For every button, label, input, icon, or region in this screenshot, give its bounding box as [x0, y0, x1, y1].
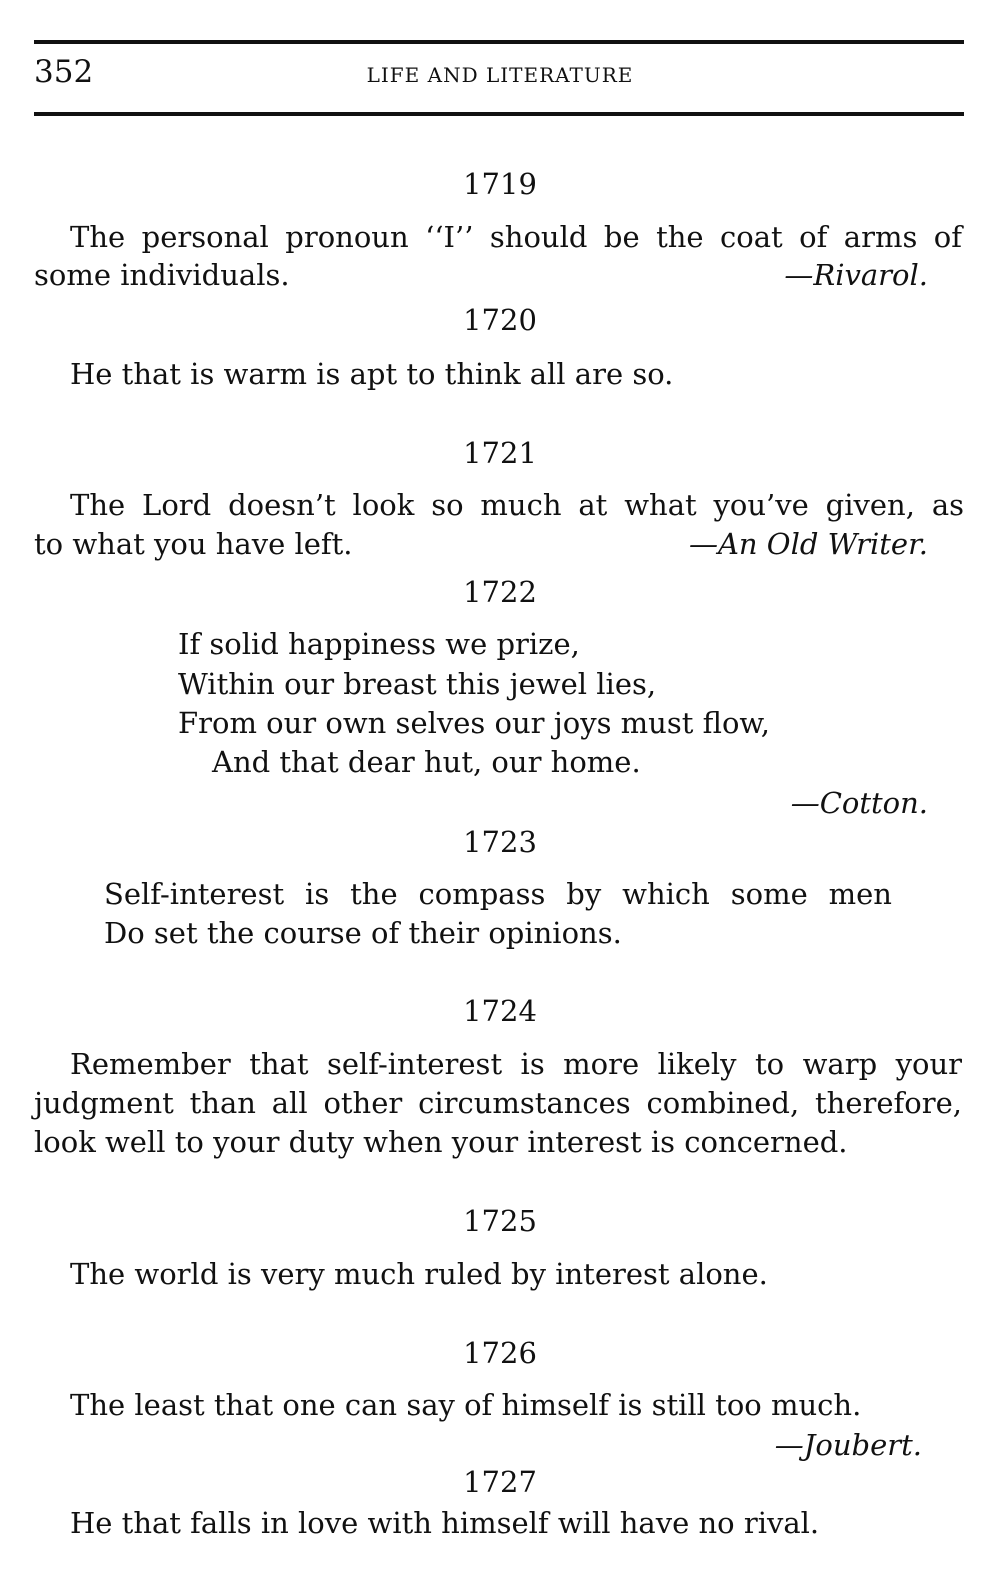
header-rule-top	[34, 40, 964, 44]
entry-number: 1721	[463, 436, 537, 470]
quote-line: The least that one can say of himself is still too much.	[70, 1388, 862, 1422]
header-rule-bottom	[34, 112, 964, 116]
running-title: LIFE AND LITERATURE	[366, 63, 634, 87]
attribution: —Rivarol.	[784, 258, 928, 292]
quote-line: The personal pronoun ‘‘I’’ should be the coat of arms of	[70, 220, 962, 254]
entry-number: 1720	[463, 303, 537, 337]
verse-line: And that dear hut, our home.	[212, 745, 641, 779]
quote-line: The world is very much ruled by interest alone.	[70, 1257, 768, 1291]
entry-number: 1722	[463, 575, 537, 609]
verse-line: Within our breast this jewel lies,	[178, 667, 657, 701]
verse-line: Self-interest is the compass by which some men	[104, 877, 892, 911]
quote-line: He that is warm is apt to think all are so.	[70, 357, 674, 391]
quote-line: look well to your duty when your interest is concerned.	[34, 1125, 848, 1159]
quote-line: judgment than all other circumstances combined, therefore,	[34, 1086, 962, 1120]
attribution: —Cotton.	[790, 786, 928, 820]
quote-line: Remember that self-interest is more likely to warp your	[70, 1047, 962, 1081]
entry-number: 1726	[463, 1336, 537, 1370]
verse-line: If solid happiness we prize,	[178, 627, 580, 661]
entry-number: 1727	[463, 1465, 537, 1499]
quote-line: He that falls in love with himself will have no rival.	[70, 1506, 820, 1540]
entry-number: 1719	[463, 167, 537, 201]
page-number: 352	[34, 54, 94, 90]
attribution: —Joubert.	[774, 1428, 922, 1462]
quote-line: some individuals.	[34, 258, 290, 292]
verse-line: Do set the course of their opinions.	[104, 916, 622, 950]
entry-number: 1724	[463, 994, 537, 1028]
quote-line: The Lord doesn’t look so much at what you’ve given, as	[70, 488, 964, 522]
entry-number: 1725	[463, 1204, 537, 1238]
quote-line: to what you have left.	[34, 527, 353, 561]
verse-line: From our own selves our joys must flow,	[178, 706, 771, 740]
entry-number: 1723	[463, 825, 537, 859]
attribution: —An Old Writer.	[688, 527, 928, 561]
